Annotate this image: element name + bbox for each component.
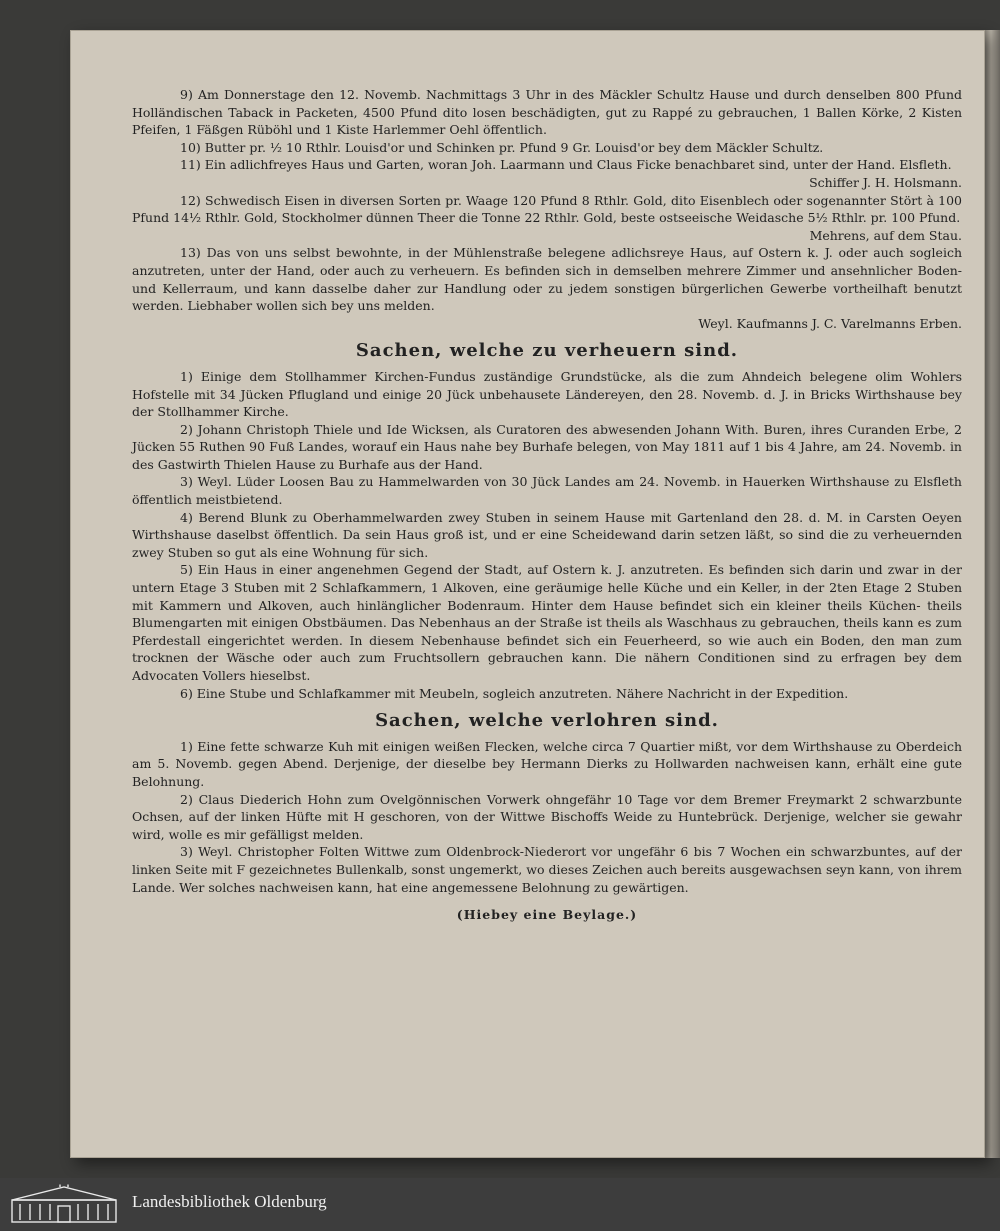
library-name[interactable]: Landesbibliothek Oldenburg (132, 1192, 327, 1211)
heading-to-rent: Sachen, welche zu verheuern sind. (355, 340, 739, 362)
signature-13: Weyl. Kaufmanns J. C. Varelmanns Erben. (698, 315, 962, 331)
appendix-note: (Hiebey eine Beylage.) (456, 907, 638, 923)
rent-item: 4) Berend Blunk zu Oberhammelwarden zwey Stuben in seinem Hause mit Gartenland den 28. d. M. in Carsten Oeyen Wirthshause daselbst öffentlich. Da sein Haus groß ist, und er eine Scheidewand darin setzen läßt, so sind die zu verheuernden zwey Stuben so gut als eine Wohnung für sich. (132, 509, 962, 560)
signature-11: Schiffer J. H. Holsmann. (809, 174, 962, 190)
heading-lost: Sachen, welche verlohren sind. (375, 710, 719, 732)
lost-item: 2) Claus Diederich Hohn zum Ovelgönnischen Vorwerk ohngefähr 10 Tage vor dem Bremer Freymarkt 2 schwarzbunte Ochsen, auf der linken Hüfte mit H geschoren, von der Wittwe Bischoffs Weide zu Huntebrück. Derjenige, welcher sie gewahr wird, wolle es mir gefälligst melden. (132, 791, 962, 842)
signature-12: Mehrens, auf dem Stau. (809, 227, 962, 243)
library-building-logo-icon[interactable] (8, 1184, 120, 1224)
rent-item: 6) Eine Stube und Schlafkammer mit Meubeln, sogleich anzutreten. Nähere Nachricht in der Expedition. (180, 685, 849, 701)
document-page (70, 30, 985, 1158)
rent-item: 5) Ein Haus in einer angenehmen Gegend der Stadt, auf Ostern k. J. anzutreten. Es befinden sich darin und zwar in der untern Etage 3 Stuben mit 2 Schlafkammern, 1 Alkoven, eine geräumige helle Küche und ein Keller, in der 2ten Etage 2 Stuben mit Kammern und Alkoven, auch hinlänglicher Bodenraum. Hinter dem Hause befindet sich ein kleiner theils Küchen- theils Blumengarten mit einigen Obstbäumen. Das Nebenhaus an der Straße ist theils als Waschhaus zu gebrauchen, theils kann es zum Pferdestall eingerichtet werden. In diesem Nebenhause befindet sich ein Feuerheerd, so wie auch ein Boden, den man zum trocknen der Wäsche oder auch zum Fruchtsollern gebrauchen kann. Die nähern Conditionen sind zu erfragen bey dem Advocaten Vollers hieselbst. (132, 562, 962, 683)
rent-item: 1) Einige dem Stollhammer Kirchen-Fundus zuständige Grundstücke, als die zum Ahndeich belegene olim Wohlers Hofstelle mit 34 Jücken Pflugland und einige 20 Jück unbehausete Ländereyen, den 28. Novemb. d. J. in Bricks Wirthshause bey der Stollhammer Kirche. (132, 368, 962, 420)
item-9: 9) Am Donnerstage den 12. Novemb. Nachmittags 3 Uhr in des Mäckler Schultz Hause und durch denselben 800 Pfund Holländischen Taback in Packeten, 4500 Pfund dito losen beschädigten, gut zu Rappé zu gebrauchen, 1 Ballen Körke, 2 Kisten Pfeifen, 1 Fäßgen Rüböhl und 1 Kiste Harlemmer Oehl öffentlich. (132, 87, 962, 138)
item-13: 13) Das von uns selbst bewohnte, in der Mühlenstraße belegene adlichsreye Haus, auf Ostern k. J. oder auch sogleich anzutreten, unter der Hand, oder auch zu verheuern. Es befinden sich in demselben mehrere Zimmer und ansehnlicher Boden- und Kellerraum, und kann dasselbe daher zur Handlung oder zu jedem sonstigen bürgerlichen Gewerbe vortheilhaft benutzt werden. Liebhaber wollen sich bey uns melden. (132, 245, 962, 314)
page-edge (985, 30, 1000, 1158)
rent-item: 2) Johann Christoph Thiele und Ide Wicksen, als Curatoren des abwesenden Johann With. Buren, ihres Curanden Erbe, 2 Jücken 55 Ruthen 90 Fuß Landes, worauf ein Haus nahe bey Burhafe belegen, von May 1811 auf 1 bis 4 Jahre, am 24. Novemb. in des Gastwirth Thielen Hause zu Burhafe aus der Hand. (132, 421, 962, 472)
item-11: 11) Ein adlichfreyes Haus und Garten, woran Joh. Laarmann und Claus Ficke benachbaret sind, unter der Hand. Elsfleth. (180, 157, 952, 173)
document-text (132, 86, 962, 924)
item-10: 10) Butter pr. ½ 10 Rthlr. Louisd'or und Schinken pr. Pfund 9 Gr. Louisd'or bey dem Mäckler Schultz. (180, 139, 824, 155)
rent-item: 3) Weyl. Lüder Loosen Bau zu Hammelwarden von 30 Jück Landes am 24. Novemb. in Hauerken Wirthshause zu Elsfleth öffentlich meistbietend. (132, 474, 962, 508)
lost-item: 3) Weyl. Christopher Folten Wittwe zum Oldenbrock-Niederort vor ungefähr 6 bis 7 Wochen ein schwarzbuntes, auf der linken Seite mit F gezeichnetes Bullenkalb, sonst ungemerkt, wo dieses Zeichen auch bereits ausgewachsen seyn kann, von ihrem Lande. Wer solches nachweisen kann, hat eine angemessene Belohnung zu gewärtigen. (132, 844, 962, 895)
footer-bar (0, 1178, 1000, 1231)
lost-item: 1) Eine fette schwarze Kuh mit einigen weißen Flecken, welche circa 7 Quartier mißt, vor dem Wirthshause zu Oberdeich am 5. Novemb. gegen Abend. Derjenige, der dieselbe bey Hermann Dierks zu Hollwarden nachweisen kann, erhält eine gute Belohnung. (132, 738, 962, 789)
item-12: 12) Schwedisch Eisen in diversen Sorten pr. Waage 120 Pfund 8 Rthlr. Gold, dito Eisenblech oder sogenannter Stört à 100 Pfund 14½ Rthlr. Gold, Stockholmer dünnen Theer die Tonne 22 Rthlr. Gold, beste ostseeische Weidasche 5½ Rthlr. pr. 100 Pfund. (132, 192, 962, 226)
